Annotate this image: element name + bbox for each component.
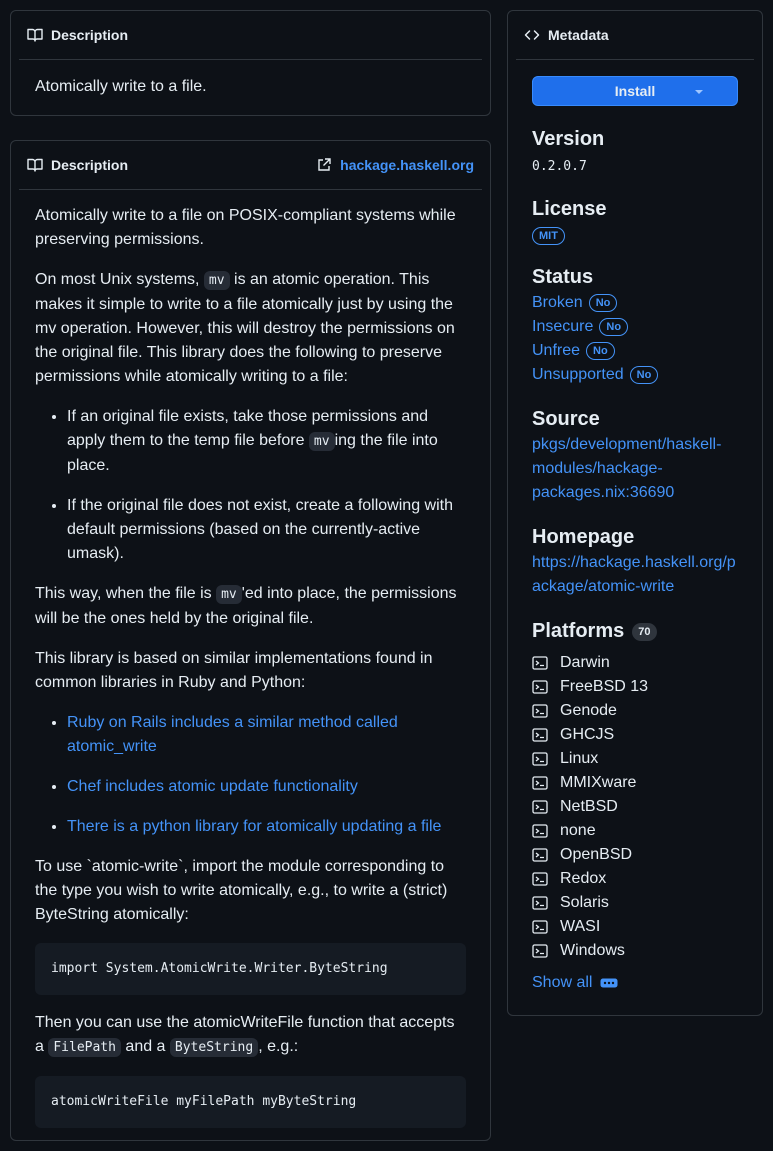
platform-item: [532, 771, 738, 795]
terminal-icon: [532, 799, 548, 815]
metadata-panel: [507, 10, 763, 1016]
desc-paragraph-3: This way, when the file is mv 'ed into place, the permissions will be the ones held by the original file.: [35, 585, 457, 627]
desc-paragraph-6: Then you can use the atomicWriteFile function that accepts a FilePath and a ByteString , e.g.:: [35, 1014, 455, 1055]
status-label[interactable]: Unsupported: [532, 366, 624, 383]
inline-code-bytestring: ByteString: [170, 1038, 258, 1057]
source-link[interactable]: pkgs/development/haskell- modules/hackage- packages.nix:36690: [532, 436, 722, 501]
long-description-header: [19, 141, 482, 190]
steps-list: [35, 405, 466, 566]
status-row-insecure: [532, 315, 738, 339]
terminal-icon: [532, 895, 548, 911]
platform-item: [532, 915, 738, 939]
platform-label: Genode: [560, 702, 617, 719]
desc-paragraph-4: This library is based on similar implementations found in common libraries in Ruby and Python:: [35, 650, 433, 691]
list-item: [67, 775, 466, 799]
platform-item: [532, 939, 738, 963]
install-button[interactable]: [532, 76, 738, 106]
homepage-heading: Homepage: [532, 526, 635, 548]
terminal-icon: [532, 871, 548, 887]
license-badge[interactable]: MIT: [532, 227, 565, 245]
platform-label: Darwin: [560, 654, 610, 671]
inline-code-filepath: FilePath: [48, 1038, 121, 1057]
terminal-icon: [532, 727, 548, 743]
platform-item: [532, 843, 738, 867]
desc-paragraph-2: On most Unix systems, mv is an atomic operation. This makes it simple to write to a file atomically just by using the mv operation. However, this will destroy the permissions on the original file. This library does the following to preserve permissions while atomically writing to a file:: [35, 271, 455, 385]
rails-link[interactable]: Ruby on Rails includes a similar method called atomic_write: [67, 714, 398, 755]
platform-label: MMIXware: [560, 774, 637, 791]
code-block-import: import System.AtomicWrite.Writer.ByteString: [35, 943, 466, 995]
terminal-icon: [532, 823, 548, 839]
terminal-icon: [532, 847, 548, 863]
code-block-usage: atomicWriteFile myFilePath myByteString: [35, 1076, 466, 1128]
status-label[interactable]: Insecure: [532, 318, 594, 335]
ellipsis-icon: [600, 978, 618, 988]
platform-item: [532, 651, 738, 675]
metadata-header: [516, 11, 754, 60]
platform-label: Linux: [560, 750, 599, 767]
platforms-count-badge: 70: [632, 623, 656, 641]
status-list: [532, 291, 738, 387]
status-badge: No: [586, 342, 615, 360]
status-row-broken: [532, 291, 738, 315]
list-item: • If an original file exists, take those permissions and apply them to the temp file before mv ing the file into place.: [67, 405, 466, 478]
long-description-panel: [10, 140, 491, 1141]
status-badge: No: [630, 366, 659, 384]
reference-links-list: [35, 711, 466, 839]
version-value: 0.2.0.7: [532, 159, 587, 174]
long-description-title: Description: [51, 157, 129, 173]
platform-item: [532, 819, 738, 843]
terminal-icon: [532, 919, 548, 935]
platform-label: Windows: [560, 942, 625, 959]
platform-label: OpenBSD: [560, 846, 633, 863]
platform-item: [532, 699, 738, 723]
terminal-icon: [532, 703, 548, 719]
hackage-link-label[interactable]: hackage.haskell.org: [340, 157, 474, 173]
chevron-down-icon: [695, 90, 703, 94]
platform-item: [532, 747, 738, 771]
platform-item: [532, 723, 738, 747]
platform-item: [532, 867, 738, 891]
platform-label: FreeBSD 13: [560, 678, 649, 695]
terminal-icon: [532, 775, 548, 791]
status-row-unfree: [532, 339, 738, 363]
short-description-panel: [10, 10, 491, 116]
list-item: [67, 815, 466, 839]
desc-paragraph-5: To use `atomic-write`, import the module corresponding to the type you wish to write atomically, e.g., to write a (strict) ByteString atomically:: [35, 858, 448, 923]
status-label[interactable]: Broken: [532, 294, 583, 311]
homepage-link[interactable]: https://hackage.haskell.org/p ackage/atomic-write: [532, 554, 736, 595]
status-badge: No: [589, 294, 618, 312]
install-label: Install: [614, 83, 656, 99]
inline-code-mv: mv: [216, 585, 242, 604]
source-heading: Source: [532, 408, 600, 430]
platform-item: [532, 795, 738, 819]
status-row-unsupported: [532, 363, 738, 387]
platform-label: none: [560, 822, 596, 839]
platform-item: [532, 675, 738, 699]
short-description-header: [19, 11, 482, 60]
status-label[interactable]: Unfree: [532, 342, 581, 359]
status-heading: Status: [532, 266, 594, 288]
terminal-icon: [532, 751, 548, 767]
code-icon: [524, 27, 540, 43]
short-description-text: Atomically write to a file.: [35, 78, 207, 95]
version-heading: Version: [532, 128, 605, 150]
platform-label: GHCJS: [560, 726, 615, 743]
show-all-link[interactable]: Show all: [532, 971, 738, 995]
platform-label: WASI: [560, 918, 601, 935]
platform-item: [532, 891, 738, 915]
platform-label: Solaris: [560, 894, 609, 911]
license-heading: License: [532, 198, 607, 220]
list-item: [67, 711, 466, 759]
terminal-icon: [532, 679, 548, 695]
list-item: • If the original file does not exist, create a following with default permissions (based on the currently-active umask).: [67, 494, 466, 566]
platforms-heading: Platforms 70: [532, 617, 738, 645]
status-badge: No: [599, 318, 628, 336]
inline-code-mv: mv: [309, 432, 335, 451]
desc-paragraph-1: Atomically write to a file on POSIX-compliant systems while preserving permissions.: [35, 207, 456, 248]
hackage-link[interactable]: [316, 157, 474, 173]
metadata-title: Metadata: [548, 27, 609, 43]
terminal-icon: [532, 655, 548, 671]
python-library-link[interactable]: There is a python library for atomically updating a file: [67, 818, 442, 835]
short-description-title: Description: [51, 27, 129, 43]
external-link-icon: [316, 157, 332, 173]
inline-code-mv: mv: [204, 271, 230, 290]
platform-label: NetBSD: [560, 798, 618, 815]
chef-link[interactable]: Chef includes atomic update functionality: [67, 778, 358, 795]
platforms-list: [532, 651, 738, 963]
terminal-icon: [532, 943, 548, 959]
platform-label: Redox: [560, 870, 607, 887]
book-icon: [27, 27, 43, 43]
book-icon: [27, 157, 43, 173]
